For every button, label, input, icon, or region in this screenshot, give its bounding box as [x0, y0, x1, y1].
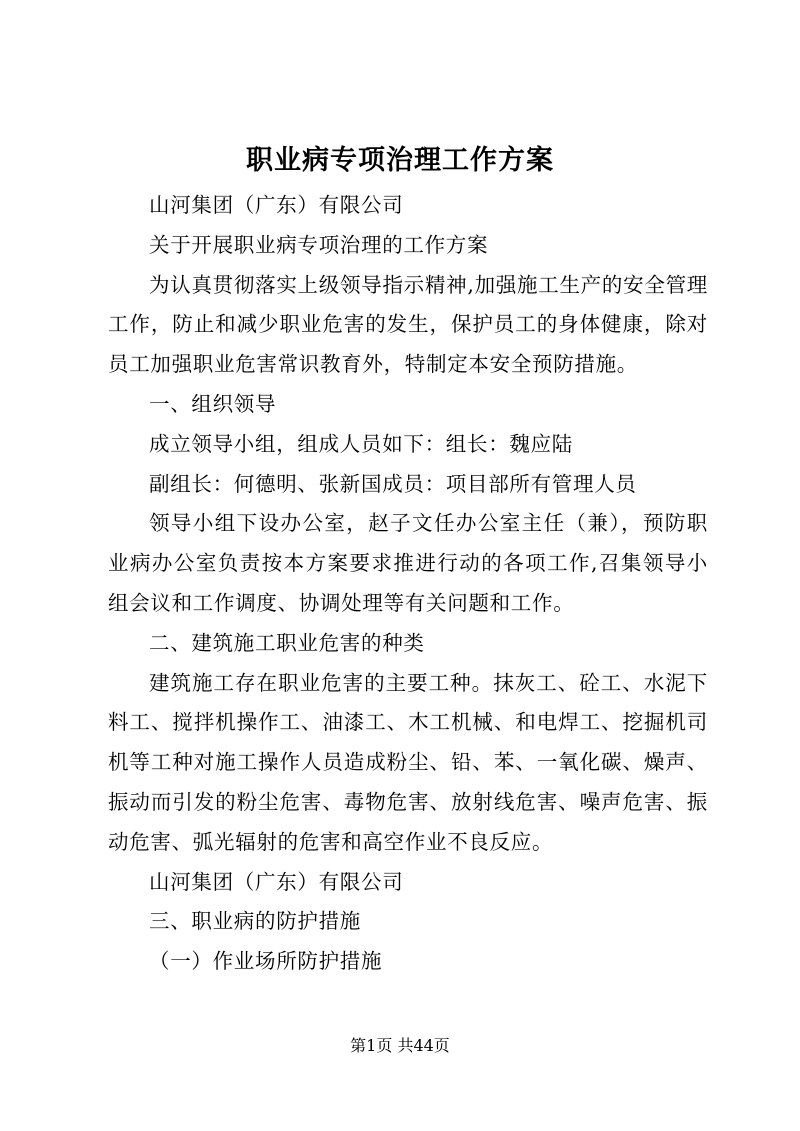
intro-paragraph: 为认真贯彻落实上级领导指示精神,加强施工生产的安全管理工作，防止和减少职业危害的发生，保护员工的身体健康，除对员工加强职业危害常识教育外，特制定本安全预防措施。 [108, 272, 708, 377]
document-body [108, 186, 708, 982]
section-heading-2: 二、建筑施工职业危害的种类 [149, 630, 425, 655]
page-footer: 第1页 共44页 [350, 1036, 450, 1055]
hazard-types-paragraph: 建筑施工存在职业危害的主要工种。抹灰工、砼工、水泥下料工、搅拌机操作工、油漆工、木工机械、和电焊工、挖掘机司机等工种对施工操作人员造成粉尘、铅、苯、一氧化碳、燥声、振动而引发的粉尘危害、毒物危害、放射线危害、噪声危害、振动危害、弧光辐射的危害和高空作业不良反应。 [108, 670, 708, 854]
subsection-heading-1: （一）作业场所防护措施 [149, 949, 383, 974]
section-heading-3: 三、职业病的防护措施 [149, 909, 361, 934]
plan-subtitle-paragraph: 关于开展职业病专项治理的工作方案 [149, 232, 489, 257]
section-heading-1: 一、组织领导 [149, 391, 277, 416]
company-name-paragraph-2: 山河集团（广东）有限公司 [149, 869, 404, 894]
document-title: 职业病专项治理工作方案 [246, 145, 554, 176]
company-name-paragraph: 山河集团（广东）有限公司 [149, 193, 404, 217]
deputy-leader-paragraph: 副组长：何德明、张新国成员：项目部所有管理人员 [149, 471, 637, 496]
office-paragraph: 领导小组下设办公室，赵子文任办公室主任（兼），预防职业病办公室负责按本方案要求推进行动的各项工作,召集领导小组会议和工作调度、协调处理等有关问题和工作。 [108, 511, 708, 615]
leader-paragraph: 成立领导小组，组成人员如下：组长：魏应陆 [149, 431, 573, 456]
